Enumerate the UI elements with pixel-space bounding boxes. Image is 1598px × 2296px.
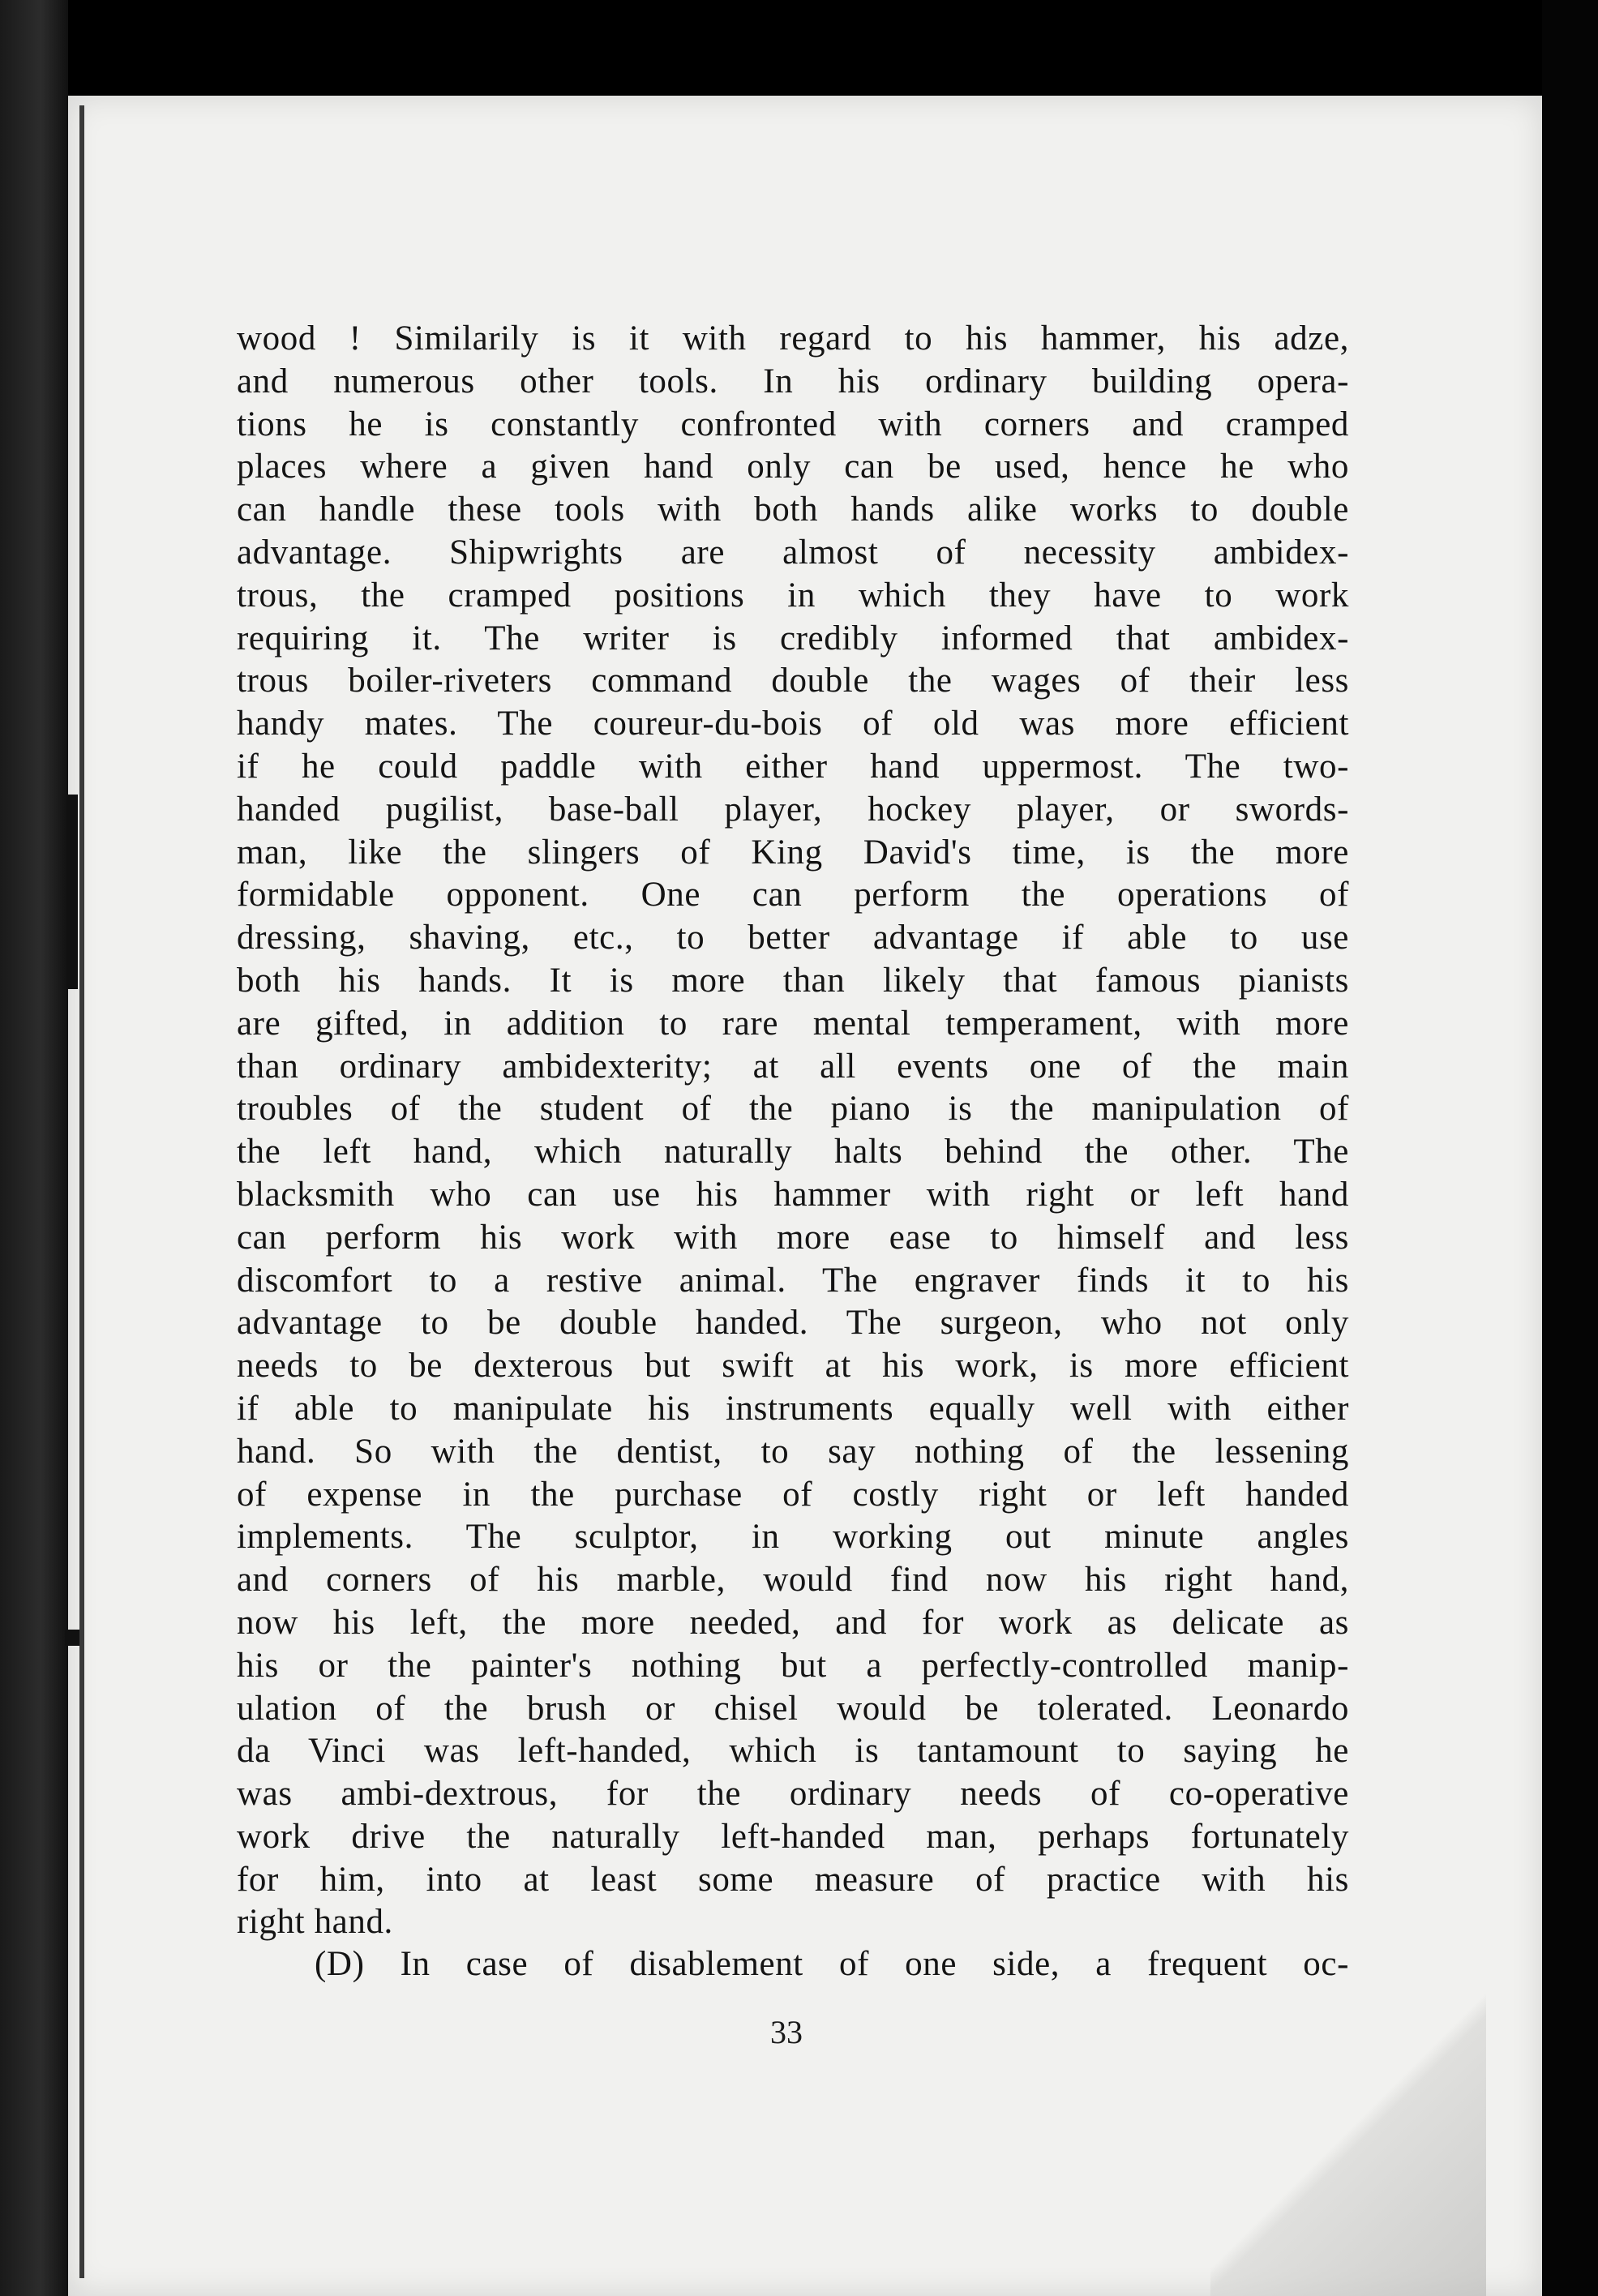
- text-line: hand. So with the dentist, to say nothing of the lessening: [237, 1432, 1349, 1471]
- text-line: wood ! Similarily is it with regard to his hammer, his adze,: [237, 319, 1349, 358]
- text-line: trous boiler-riveters command double the wages of their less: [237, 662, 1349, 700]
- text-line: if able to manipulate his instruments equally well with either: [237, 1389, 1349, 1428]
- binding-clip-mark: [66, 795, 78, 989]
- text-line: was ambi-dextrous, for the ordinary needs of co-operative: [237, 1775, 1349, 1814]
- right-scan-margin: [1542, 0, 1598, 2296]
- paragraph-d-text: In case of disablement of one side, a frequent oc-: [400, 1945, 1349, 1983]
- text-line: handy mates. The coureur-du-bois of old was more efficient: [237, 705, 1349, 743]
- text-line: work drive the naturally left-handed man, perhaps fortunately: [237, 1817, 1349, 1856]
- binding-edge: [79, 105, 84, 2278]
- text-line: than ordinary ambidexterity; at all events one of the main: [237, 1047, 1349, 1086]
- text-line: discomfort to a restive animal. The engraver finds it to his: [237, 1261, 1349, 1300]
- text-line: if he could paddle with either hand uppermost. The two-: [237, 747, 1349, 786]
- text-line: both his hands. It is more than likely that famous pianists: [237, 961, 1349, 1000]
- text-line: da Vinci was left-handed, which is tantamount to saying he: [237, 1732, 1349, 1771]
- text-line: now his left, the more needed, and for work as delicate as: [237, 1603, 1349, 1642]
- text-line: ulation of the brush or chisel would be tolerated. Leonardo: [237, 1689, 1349, 1728]
- binding-clip-mark: [65, 1630, 79, 1646]
- text-line: dressing, shaving, etc., to better advantage if able to use: [237, 919, 1349, 957]
- left-scan-margin: [0, 0, 68, 2296]
- text-line: for him, into at least some measure of practice with his: [237, 1860, 1349, 1899]
- text-line: are gifted, in addition to rare mental temperament, with more: [237, 1004, 1349, 1043]
- text-line: and numerous other tools. In his ordinary building opera-: [237, 362, 1349, 401]
- text-line: advantage. Shipwrights are almost of necessity ambidex-: [237, 533, 1349, 572]
- text-line: formidable opponent. One can perform the operations of: [237, 876, 1349, 915]
- text-line: the left hand, which naturally halts behind the other. The: [237, 1133, 1349, 1172]
- text-line: and corners of his marble, would find now his right hand,: [237, 1561, 1349, 1600]
- text-line: his or the painter's nothing but a perfectly-controlled manip-: [237, 1646, 1349, 1685]
- text-line: blacksmith who can use his hammer with right or left hand: [237, 1175, 1349, 1214]
- text-line: places where a given hand only can be used, hence he who: [237, 448, 1349, 486]
- text-line: troubles of the student of the piano is the manipulation of: [237, 1090, 1349, 1129]
- text-line: requiring it. The writer is credibly informed that ambidex-: [237, 619, 1349, 658]
- body-paragraph: [237, 318, 1349, 1944]
- page-number: 33: [770, 2014, 803, 2050]
- page-corner-shadow: [1210, 1988, 1486, 2296]
- text-line: man, like the slingers of King David's time, is the more: [237, 833, 1349, 872]
- text-line: trous, the cramped positions in which they have to work: [237, 576, 1349, 615]
- text-line: implements. The sculptor, in working out minute angles: [237, 1518, 1349, 1557]
- text-line: tions he is constantly confronted with corners and cramped: [237, 405, 1349, 443]
- text-line: can perform his work with more ease to himself and less: [237, 1218, 1349, 1257]
- text-line: handed pugilist, base-ball player, hockey player, or swords-: [237, 790, 1349, 829]
- text-line: needs to be dexterous but swift at his work, is more efficient: [237, 1347, 1349, 1386]
- paragraph-marker: (D): [315, 1945, 365, 1983]
- paragraph-d: [315, 1943, 1349, 1985]
- text-line: of expense in the purchase of costly right or left handed: [237, 1475, 1349, 1514]
- text-line: right hand.: [237, 1903, 393, 1942]
- text-line: can handle these tools with both hands alike works to double: [237, 490, 1349, 529]
- text-line: advantage to be double handed. The surgeon, who not only: [237, 1304, 1349, 1343]
